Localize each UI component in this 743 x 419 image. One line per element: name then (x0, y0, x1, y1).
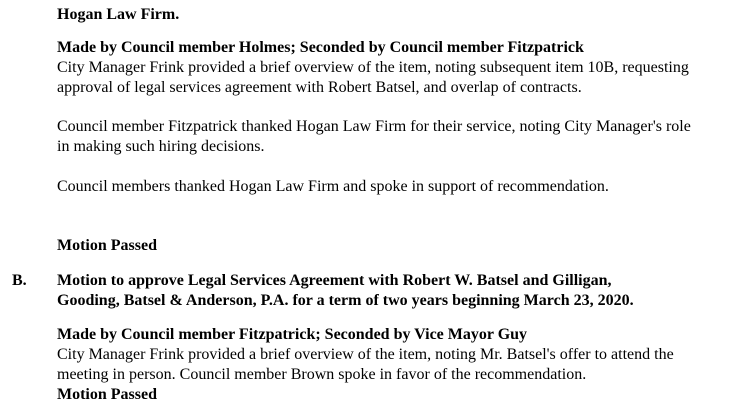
item-title-line: Motion to approve Legal Services Agreement with Robert W. Batsel and Gilligan, (57, 272, 612, 289)
discussion-line: City Manager Frink provided a brief overview of the item, noting subsequent item 10B, requesting (57, 59, 689, 76)
motion-maker-line: Made by Council member Fitzpatrick; Seconded by Vice Mayor Guy (57, 326, 528, 343)
discussion-line: meeting in person. Council member Brown spoke in favor of the recommendation. (57, 366, 587, 383)
item-title-continuation: Hogan Law Firm. (57, 6, 180, 23)
discussion-line: approval of legal services agreement with Robert Batsel, and overlap of contracts. (57, 79, 582, 96)
motion-maker-line: Made by Council member Holmes; Seconded by Council member Fitzpatrick (57, 39, 584, 56)
motion-result: Motion Passed (57, 237, 157, 254)
discussion-line: in making such hiring decisions. (57, 138, 265, 155)
discussion-line: Council member Fitzpatrick thanked Hogan Law Firm for their service, noting City Manager's role (57, 118, 691, 135)
item-letter: B. (12, 272, 27, 289)
item-title-line: Gooding, Batsel & Anderson, P.A. for a term of two years beginning March 23, 2020. (57, 292, 634, 309)
discussion-line: City Manager Frink provided a brief overview of the item, noting Mr. Batsel's offer to attend the (57, 346, 674, 363)
discussion-line: Council members thanked Hogan Law Firm and spoke in support of recommendation. (57, 178, 609, 195)
motion-result: Motion Passed (57, 386, 157, 403)
